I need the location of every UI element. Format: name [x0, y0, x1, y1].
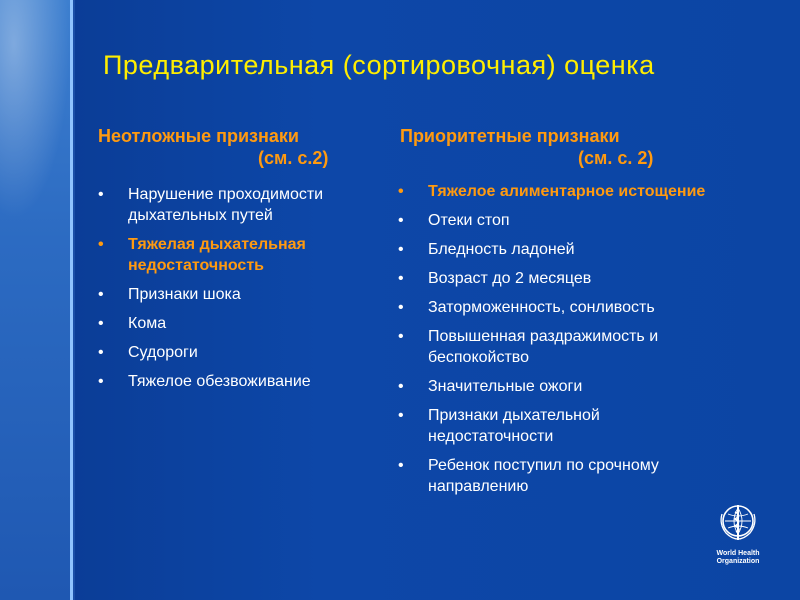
bullet-icon: •: [398, 378, 404, 395]
list-item: [398, 297, 788, 318]
list-item-text: Нарушение проходимости дыхательных путей: [128, 186, 324, 224]
list-item: [398, 376, 788, 397]
list-item: [398, 181, 788, 202]
list-item: [98, 371, 388, 392]
list-item-text: Отеки стоп: [428, 212, 510, 229]
emergency-heading-line1: Неотложные признаки: [98, 126, 299, 146]
list-item-text: Кома: [128, 315, 167, 332]
bullet-icon: •: [98, 286, 104, 303]
list-item-text: Тяжелое алиментарное истощение: [428, 183, 706, 200]
list-item-text: Заторможенность, сонливость: [428, 299, 655, 316]
left-band-glow: [0, 0, 70, 220]
list-item-text: Тяжелая дыхательная недостаточность: [128, 236, 306, 274]
bullet-icon: •: [398, 241, 404, 258]
emergency-signs-heading: [98, 125, 378, 169]
who-logo: [708, 502, 768, 566]
list-item: [398, 405, 678, 447]
list-item: [398, 455, 748, 497]
list-item-text: Ребенок поступил по срочному направлению: [428, 457, 659, 495]
bullet-icon: •: [398, 183, 404, 200]
list-item-text: Признаки дыхательной недостаточности: [428, 407, 600, 445]
bullet-icon: •: [98, 344, 104, 361]
list-item: [98, 234, 388, 276]
bullet-icon: •: [98, 373, 104, 390]
priority-signs-heading: [400, 125, 780, 169]
list-item: [98, 342, 388, 363]
who-emblem-icon: [716, 502, 760, 544]
list-item: [398, 210, 788, 231]
bullet-icon: •: [398, 328, 404, 345]
who-logo-line1: World Health: [716, 550, 760, 557]
slide-title: Предварительная (сортировочная) оценка: [103, 50, 655, 80]
emergency-signs-list: [98, 184, 388, 392]
who-logo-line2: Organization: [716, 558, 760, 565]
bullet-icon: •: [398, 212, 404, 229]
list-item: [98, 284, 388, 305]
list-item-text: Повышенная раздражимость и беспокойство: [428, 328, 659, 366]
list-item-text: Бледность ладоней: [428, 241, 575, 258]
list-item: [398, 268, 788, 289]
who-logo-text: [708, 550, 768, 566]
list-item-text: Тяжелое обезвоживание: [128, 373, 311, 390]
priority-signs-list: [398, 181, 788, 505]
list-item-text: Судороги: [128, 344, 198, 361]
bullet-icon: •: [398, 407, 404, 424]
list-item-text: Значительные ожоги: [428, 378, 583, 395]
bullet-icon: •: [98, 315, 104, 332]
emergency-heading-line2: (см. с.2): [258, 148, 329, 168]
bullet-icon: •: [98, 186, 104, 203]
list-item-text: Признаки шока: [128, 286, 241, 303]
list-item: [398, 326, 708, 368]
bullet-icon: •: [398, 457, 404, 474]
list-item-text: Возраст до 2 месяцев: [428, 270, 592, 287]
bullet-icon: •: [398, 299, 404, 316]
list-item: [98, 313, 388, 334]
list-item: [98, 184, 388, 226]
priority-heading-line2: (см. с. 2): [578, 148, 654, 168]
list-item: [398, 239, 788, 260]
bullet-icon: •: [98, 236, 104, 253]
dark-divider-stripe: [73, 0, 75, 600]
bullet-icon: •: [398, 270, 404, 287]
priority-heading-line1: Приоритетные признаки: [400, 126, 620, 146]
